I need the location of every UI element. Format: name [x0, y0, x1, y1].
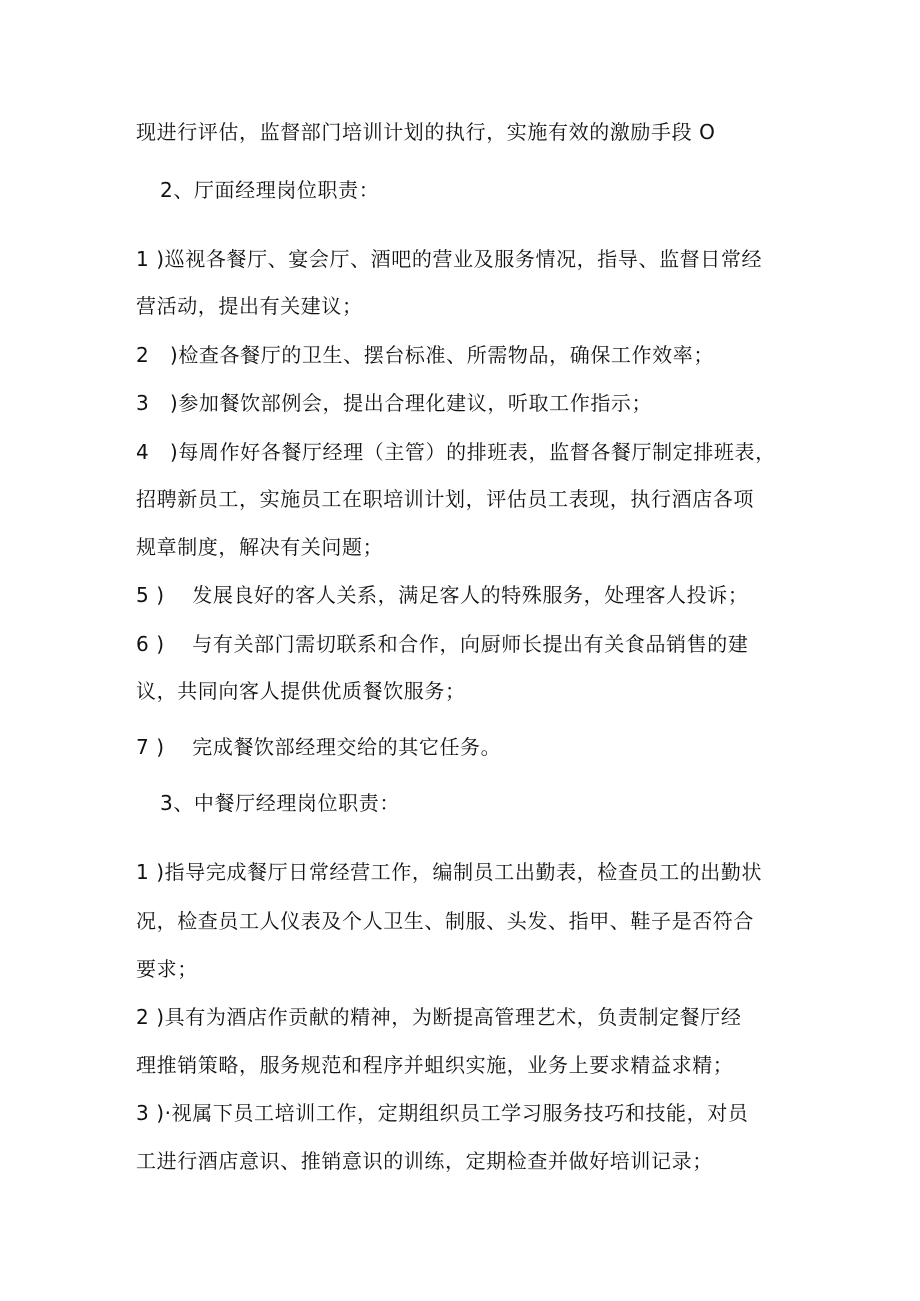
paragraph-line: 现进行评估，监督部门培训计划的执行，实施有效的激励手段 O — [136, 120, 716, 144]
list-item-line: 3 )·视属下员工培训工作，定期组织员工学习服务技巧和技能，对员 — [136, 1101, 749, 1125]
list-item-line: 1 )指导完成餐厅日常经营工作，编制员工出勤表，检查员工的出勤状 — [136, 860, 763, 884]
list-item-line: 7 ) 完成餐饮部经理交给的其它任务。 — [136, 735, 502, 759]
list-item-line: 1 )巡视各餐厅、宴会厅、酒吧的营业及服务情况，指导、监督日常经 — [136, 247, 763, 271]
list-item-line: 况，检查员工人仪表及个人卫生、制服、头发、指甲、鞋子是否符合 — [136, 909, 754, 933]
section-heading: 2、厅面经理岗位职责： — [160, 178, 380, 202]
list-item-line: 理推销策略，服务规范和程序并蛆织实施，业务上要求精益求精； — [136, 1053, 734, 1077]
list-item-line: 2 )检查各餐厅的卫生、摆台标准、所需物品，确保工作效率； — [136, 343, 714, 367]
list-item-line: 规章制度，解决有关问题； — [136, 535, 384, 559]
list-item-line: 工进行酒店意识、推销意识的训练，定期检查并做好培训记录； — [136, 1149, 713, 1173]
list-item-line: 4 )每周作好各餐厅经理（主管）的排班表，监督各餐厅制定排班表， — [136, 440, 776, 464]
list-item-line: 营活动，提出有关建议； — [136, 294, 363, 318]
list-item-line: 6 ) 与有关部门需切联系和合作，向厨师长提出有关食品销售的建 — [136, 632, 749, 656]
list-item-line: 招聘新员工，实施员工在职培训计划，评估员工表现，执行酒店各项 — [136, 487, 754, 511]
list-item-line: 要求； — [136, 957, 198, 981]
list-item-line: 3 )参加餐饮部例会，提出合理化建议，听取工作指示； — [136, 391, 653, 415]
list-item-line: 议，共同向客人提供优质餐饮服务； — [136, 679, 466, 703]
section-heading: 3、中餐厅经理岗位职责： — [160, 791, 400, 815]
list-item-line: 2 )具有为酒店作贡献的精神，为断提高管理艺术，负责制定餐厅经 — [136, 1005, 742, 1029]
list-item-line: 5 ) 发展良好的客人关系，满足客人的特殊服务，处理客人投诉； — [136, 583, 749, 607]
